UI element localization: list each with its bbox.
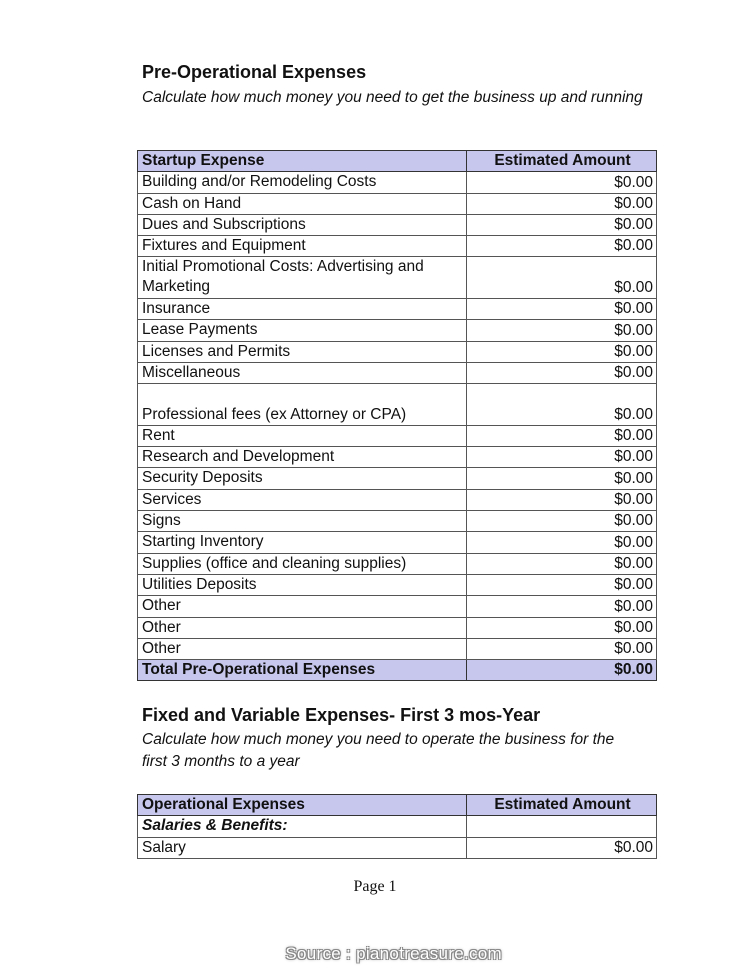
operational-expense-table xyxy=(137,794,657,859)
table-row xyxy=(138,596,657,617)
expense-amount: $0.00 xyxy=(467,193,657,214)
expense-column-header: Operational Expenses xyxy=(138,795,467,816)
table-row xyxy=(138,257,657,299)
table-row xyxy=(138,362,657,383)
pre-operational-title: Pre-Operational Expenses xyxy=(142,62,367,82)
table-subheader-row xyxy=(138,816,657,837)
expense-label: Other xyxy=(138,617,467,638)
table-row xyxy=(138,193,657,214)
table-row xyxy=(138,320,657,341)
expense-label: Research and Development xyxy=(138,447,467,468)
expense-label: Building and/or Remodeling Costs xyxy=(138,172,467,193)
source-watermark: Source : pianotreasure.com xyxy=(285,944,502,963)
expense-amount: $0.00 xyxy=(467,299,657,320)
expense-label: Rent xyxy=(138,425,467,446)
expense-amount: $0.00 xyxy=(467,320,657,341)
expense-label: Services xyxy=(138,489,467,510)
expense-amount: $0.00 xyxy=(467,425,657,446)
expense-column-header: Startup Expense xyxy=(138,151,467,172)
expense-label: Lease Payments xyxy=(138,320,467,341)
expense-amount: $0.00 xyxy=(467,574,657,595)
expense-label: Professional fees (ex Attorney or CPA) xyxy=(138,384,467,426)
table-row xyxy=(138,617,657,638)
expense-label: Signs xyxy=(138,511,467,532)
expense-label: Security Deposits xyxy=(138,468,467,489)
expense-amount: $0.00 xyxy=(467,447,657,468)
table-row xyxy=(138,574,657,595)
empty-cell xyxy=(467,816,657,837)
expense-amount: $0.00 xyxy=(467,362,657,383)
expense-label: Salary xyxy=(138,837,467,858)
expense-amount: $0.00 xyxy=(467,468,657,489)
expense-label: Miscellaneous xyxy=(138,362,467,383)
expense-amount: $0.00 xyxy=(467,638,657,659)
table-row xyxy=(138,553,657,574)
table-header-row xyxy=(138,795,657,816)
expense-amount: $0.00 xyxy=(467,617,657,638)
table-row xyxy=(138,341,657,362)
total-row xyxy=(138,660,657,681)
expense-label: Utilities Deposits xyxy=(138,574,467,595)
expense-label: Initial Promotional Costs: Advertising and Marketing xyxy=(138,257,467,299)
table-row xyxy=(138,447,657,468)
amount-column-header: Estimated Amount xyxy=(467,795,657,816)
expense-amount: $0.00 xyxy=(467,384,657,426)
pre-operational-subtitle: Calculate how much money you need to get the business up and running xyxy=(142,89,643,106)
table-row xyxy=(138,425,657,446)
table-row xyxy=(138,837,657,858)
table-row xyxy=(138,384,657,426)
table-row xyxy=(138,638,657,659)
expense-label: Fixtures and Equipment xyxy=(138,236,467,257)
expense-amount: $0.00 xyxy=(467,341,657,362)
expense-amount: $0.00 xyxy=(467,596,657,617)
expense-label: Other xyxy=(138,596,467,617)
startup-expense-table xyxy=(137,150,657,681)
total-label: Total Pre-Operational Expenses xyxy=(138,660,467,681)
amount-column-header: Estimated Amount xyxy=(467,151,657,172)
expense-amount: $0.00 xyxy=(467,837,657,858)
fixed-variable-subtitle: Calculate how much money you need to operate the business for the first 3 months to a year xyxy=(142,731,615,770)
expense-label: Supplies (office and cleaning supplies) xyxy=(138,553,467,574)
expense-label: Cash on Hand xyxy=(138,193,467,214)
table-row xyxy=(138,236,657,257)
table-row xyxy=(138,299,657,320)
page-number: Page 1 xyxy=(353,878,397,895)
table-row xyxy=(138,172,657,193)
salaries-benefits-label: Salaries & Benefits: xyxy=(138,816,467,837)
table-row xyxy=(138,489,657,510)
expense-amount: $0.00 xyxy=(467,511,657,532)
expense-label: Licenses and Permits xyxy=(138,341,467,362)
expense-label: Other xyxy=(138,638,467,659)
expense-amount: $0.00 xyxy=(467,236,657,257)
table-row xyxy=(138,511,657,532)
total-amount: $0.00 xyxy=(467,660,657,681)
expense-amount: $0.00 xyxy=(467,172,657,193)
expense-amount: $0.00 xyxy=(467,553,657,574)
expense-amount: $0.00 xyxy=(467,214,657,235)
table-header-row xyxy=(138,151,657,172)
table-row xyxy=(138,214,657,235)
table-row xyxy=(138,532,657,553)
expense-amount: $0.00 xyxy=(467,532,657,553)
expense-label: Insurance xyxy=(138,299,467,320)
expense-amount: $0.00 xyxy=(467,257,657,299)
expense-amount: $0.00 xyxy=(467,489,657,510)
table-row xyxy=(138,468,657,489)
fixed-variable-title: Fixed and Variable Expenses- First 3 mos-Year xyxy=(142,705,541,725)
expense-label: Dues and Subscriptions xyxy=(138,214,467,235)
expense-label: Starting Inventory xyxy=(138,532,467,553)
